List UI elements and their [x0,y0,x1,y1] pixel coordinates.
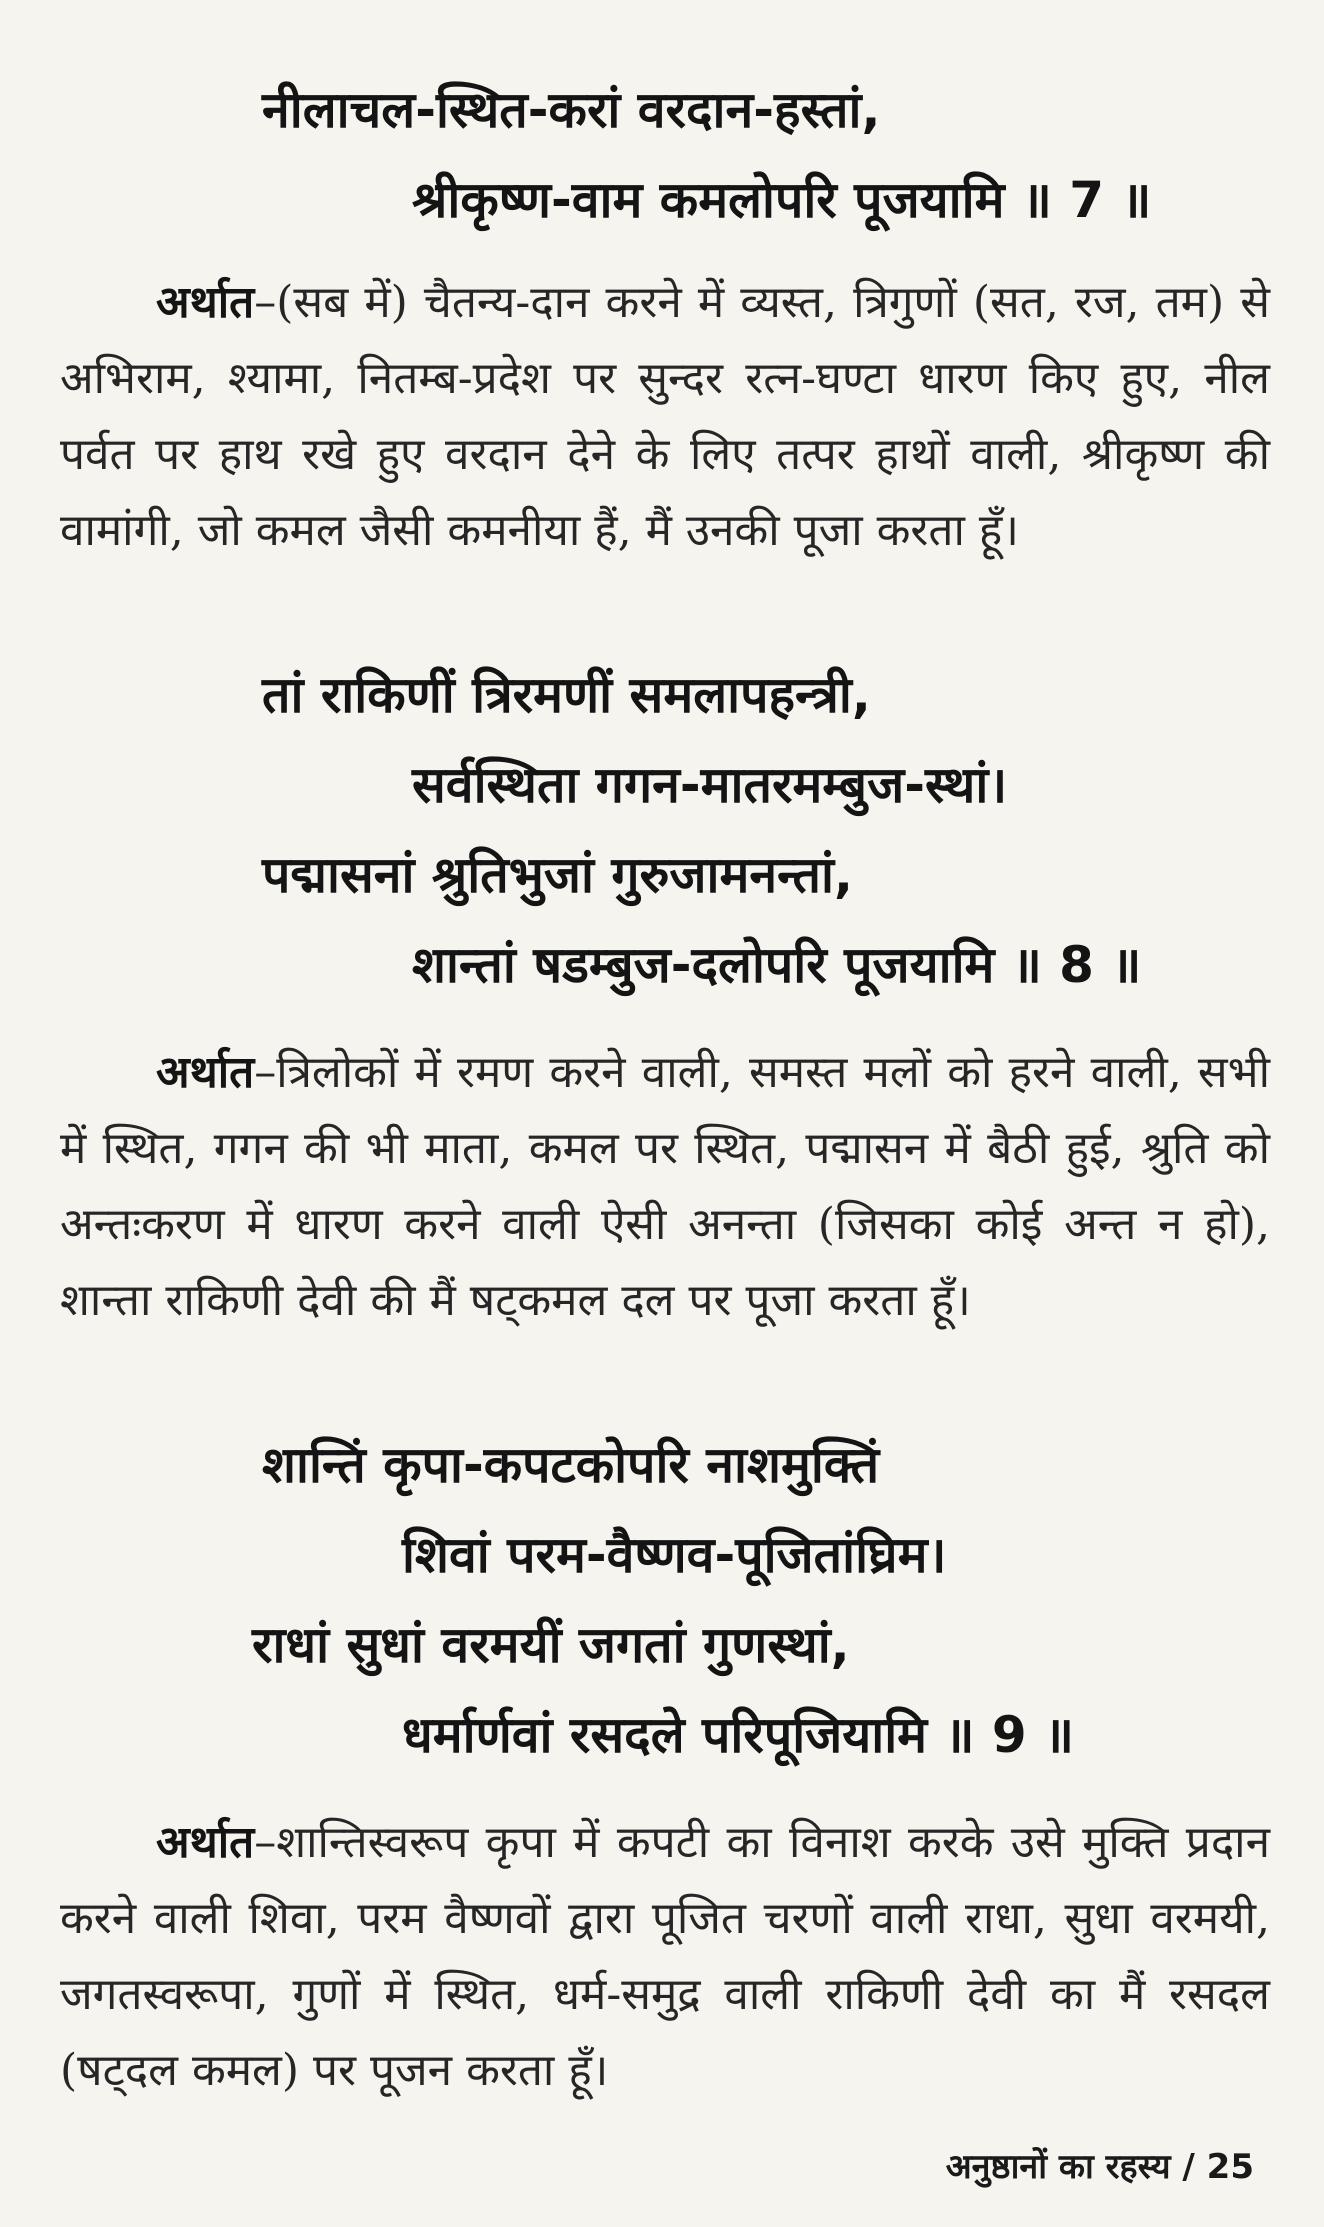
footer-separator: / [1182,2147,1195,2187]
verse-8-meaning [60,1035,1270,1339]
verse-8-line-2: सर्वस्थिता गगन-मातरमम्बुज-स्थां। [412,756,1008,814]
book-title: अनुष्ठानों का रहस्य [945,2147,1171,2187]
verse-7-meaning [60,265,1270,569]
verse-7-line-2: श्रीकृष्ण-वाम कमलोपरि पूजयामि ॥ 7 ॥ [412,171,1152,229]
verse-9-line-2: शिवां परम-वैष्णव-पूजितांघ्रिम। [402,1526,947,1584]
meaning-label: अर्थात [156,1047,255,1098]
verse-9-line-1: शान्तिं कृपा-कपटकोपरि नाशमुक्तिं [262,1436,880,1494]
page-footer [946,2142,1254,2192]
verse-9-line-4: धर्मार्णवां रसदले परिपूजियामि ॥ 9 ॥ [402,1706,1074,1764]
verse-8-line-3: पद्मासनां श्रुतिभुजां गुरुजामनन्तां, [262,846,853,904]
verse-8-line-1: तां राकिणीं त्रिरमणीं समलापहन्त्री, [262,666,871,724]
page-number: 25 [1206,2147,1254,2187]
meaning-text: –(सब में) चैतन्य-दान करने में व्यस्त, त्रिगुणों (सत, रज, तम) से अभिराम, श्यामा, नितम्ब-प्रदेश पर सुन्दर रत्न-घण्टा धारण किए हुए, नील पर्वत पर हाथ रखे हुए वरदान देने के लिए तत्पर हाथों वाली, श्रीकृष्ण की वामांगी, जो कमल जैसी कमनीया हैं, मैं उनकी पूजा करता हूँ। [60,277,1270,556]
meaning-text: –शान्तिस्वरूप कृपा में कपटी का विनाश करके उसे मुक्ति प्रदान करने वाली शिवा, परम वैष्णवों द्वारा पूजित चरणों वाली राधा, सुधा वरमयी, जगतस्वरूपा, गुणों में स्थित, धर्म-समुद्र वाली राकिणी देवी का मैं रसदल (षट्दल कमल) पर पूजन करता हूँ। [60,1817,1270,2096]
verse-9-line-3: राधां सुधां वरमयीं जगतां गुणस्थां, [252,1616,850,1674]
meaning-label: अर्थात [156,1817,255,1868]
verse-7-line-1: नीलाचल-स्थित-करां वरदान-हस्तां, [262,81,881,139]
meaning-text: –त्रिलोकों में रमण करने वाली, समस्त मलों को हरने वाली, सभी में स्थित, गगन की भी माता, कमल पर स्थित, पद्मासन में बैठी हुई, श्रुति को अन्तःकरण में धारण करने वाली ऐसी अनन्ता (जिसका कोई अन्त न हो), शान्ता राकिणी देवी की मैं षट्कमल दल पर पूजा करता हूँ। [60,1047,1270,1326]
verse-8-line-4: शान्तां षडम्बुज-दलोपरि पूजयामि ॥ 8 ॥ [412,936,1142,994]
verse-9-meaning [60,1805,1270,2109]
meaning-label: अर्थात [156,277,255,328]
